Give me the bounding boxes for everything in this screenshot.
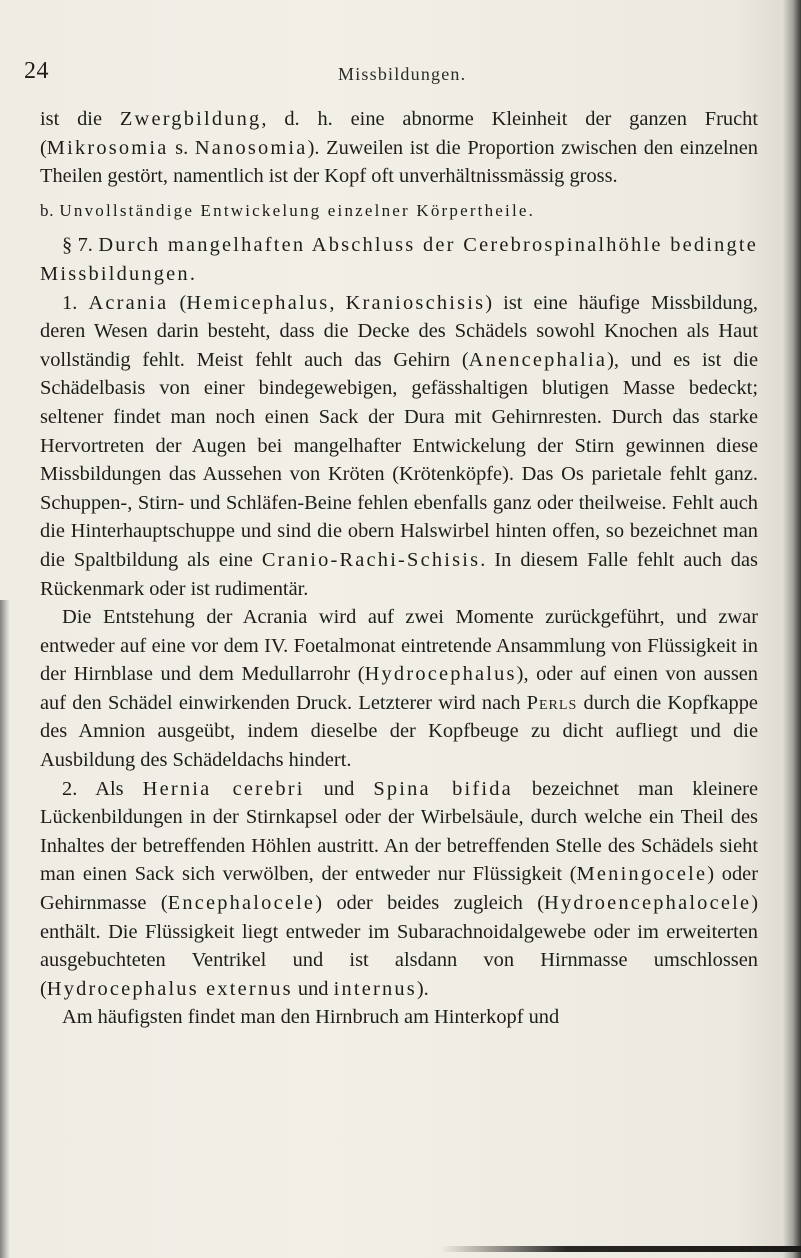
term-kranioschisis: Kranioschisis [345, 291, 486, 314]
text-run: ), oder auf einen von aussen auf den Schädel einwirkenden Druck. Letzterer wird nach [40, 663, 759, 714]
section-heading-7 [40, 231, 758, 288]
text-run: Die Entstehung der Acrania wird auf zwei Momente zurückgeführt, und zwar entweder auf eine vor dem IV. Foetalmonat eintretende Ansammlung von Flüssigkeit in der Hirnblase und dem Medullarrohr ( [40, 606, 758, 686]
text-run: , [329, 291, 346, 314]
subsection-letter: b. [40, 200, 60, 220]
term-spina-bifida: Spina bifida [373, 777, 513, 800]
page-header [0, 58, 801, 88]
author-perls: Perls [526, 691, 578, 714]
term-anencephalia: Anencephalia [468, 348, 608, 371]
text-run: ). Zuweilen ist die Proportion zwischen den einzelnen Theilen gestört, namentlich ist der Kopf oft unverhältnissmässig gross. [40, 136, 759, 188]
text-run: ) enthält. Die Flüssigkeit liegt entweder im Subarachnoidalgewebe oder im erweiterten ausgebuchteten Ventrikel und ist alsdann von Hirnmasse umschlossen ( [40, 892, 758, 1000]
term-mikrosomia: Mikrosomia [46, 136, 169, 159]
term-encephalocele: Encephalocele [167, 892, 316, 915]
paragraph-acrania [40, 289, 758, 604]
text-run: ) ist eine häufige Missbildung, deren Wesen darin besteht, dass die Decke des Schädels sowohl Knochen als Haut vollständig fehlt. Meist fehlt auch das Gehirn ( [40, 291, 759, 371]
subsection-heading-b [40, 197, 758, 226]
section-number: § 7. [62, 234, 99, 257]
text-run: bezeichnet man kleinere Lückenbildungen in der Stirnkapsel oder der Wirbelsäule, durch welche ein Theil des Inhaltes der betreffenden Höhlen austritt. An der betreffenden Stelle des Schädels sieht man einen Sack sich verwölben, der entweder nur Flüssigkeit ( [40, 777, 759, 886]
text-run: 2. Als [62, 777, 143, 800]
scan-bottom-artifact [440, 1246, 801, 1252]
subsection-title: Unvollständige Entwickelung einzelner Körpertheile. [59, 200, 536, 220]
text-run: durch die Kopfkappe des Amnion ausgeübt, indem dieselbe der Kopfbeuge zu dicht aufliegt und die Ausbildung des Schädeldachs hindert. [40, 691, 758, 772]
text-run: ). [416, 977, 429, 1000]
text-run: ( [168, 291, 187, 314]
term-hernia-cerebri: Hernia cerebri [142, 777, 305, 800]
text-run: s. [168, 136, 195, 159]
page-edge-shadow [783, 0, 801, 1258]
text-run: ) oder Gehirnmasse ( [40, 863, 758, 915]
text-run: . In diesem Falle fehlt auch das Rückenmark oder ist rudimentär. [40, 548, 758, 600]
term-meningocele: Meningocele [576, 863, 708, 886]
scan-edge-artifact [0, 600, 10, 1258]
term-cranio-rachi-schisis: Cranio-Rachi-Schisis [261, 548, 481, 571]
running-head: Missbildungen. [338, 64, 467, 84]
text-run: 1. [62, 291, 89, 314]
paragraph-origin [40, 603, 758, 775]
term-hydrocephalus-externus: Hydrocephalus externus [46, 977, 293, 1000]
term-acrania: Acrania [88, 291, 169, 314]
text-run: und [304, 777, 374, 800]
text-run: Am häufigsten findet man den Hirnbruch am Hinterkopf und [62, 1006, 560, 1029]
section-title: Durch mangelhaften Abschluss der Cerebrospinalhöhle bedingte Missbildungen. [40, 234, 759, 285]
term-zwergbildung: Zwergbildung [119, 108, 262, 130]
term-hydrocephalus: Hydrocephalus [364, 663, 517, 686]
text-run: ) oder beides zugleich ( [315, 892, 545, 915]
paragraph-frequency [40, 1003, 758, 1032]
paragraph-hernia [40, 775, 758, 1004]
text-run: , d. h. eine abnorme Kleinheit der ganzen Frucht ( [40, 108, 758, 159]
term-hemicephalus: Hemicephalus [186, 291, 330, 314]
body-text [40, 105, 758, 1032]
text-run: ist die [40, 108, 120, 130]
term-hydroencephalocele: Hydroencephalocele [544, 892, 752, 915]
term-internus: internus [333, 977, 417, 1000]
paragraph-dwarfism [40, 105, 758, 191]
page-number: 24 [24, 58, 49, 84]
term-nanosomia: Nanosomia [194, 136, 308, 159]
text-run: und [292, 977, 334, 1000]
text-run: ), und es ist die Schädelbasis von einer bindegewebigen, gefässhaltigen blutigen Masse bedeckt; seltener findet man noch einen Sack der Dura mit Gehirnresten. Durch das starke Hervortreten der Augen bei mangelhafter Entwickelung der Stirn gewinnen diese Missbildungen das Aussehen von Kröten (Krötenköpfe). Das Os parietale fehlt ganz. Schuppen-, Stirn- und Schläfen-Beine fehlen ebenfalls ganz oder theilweise. Fehlt auch die Hinterhauptschuppe und sind die obern Halswirbel hinten offen, so bezeichnet man die Spaltbildung als eine [40, 348, 759, 571]
